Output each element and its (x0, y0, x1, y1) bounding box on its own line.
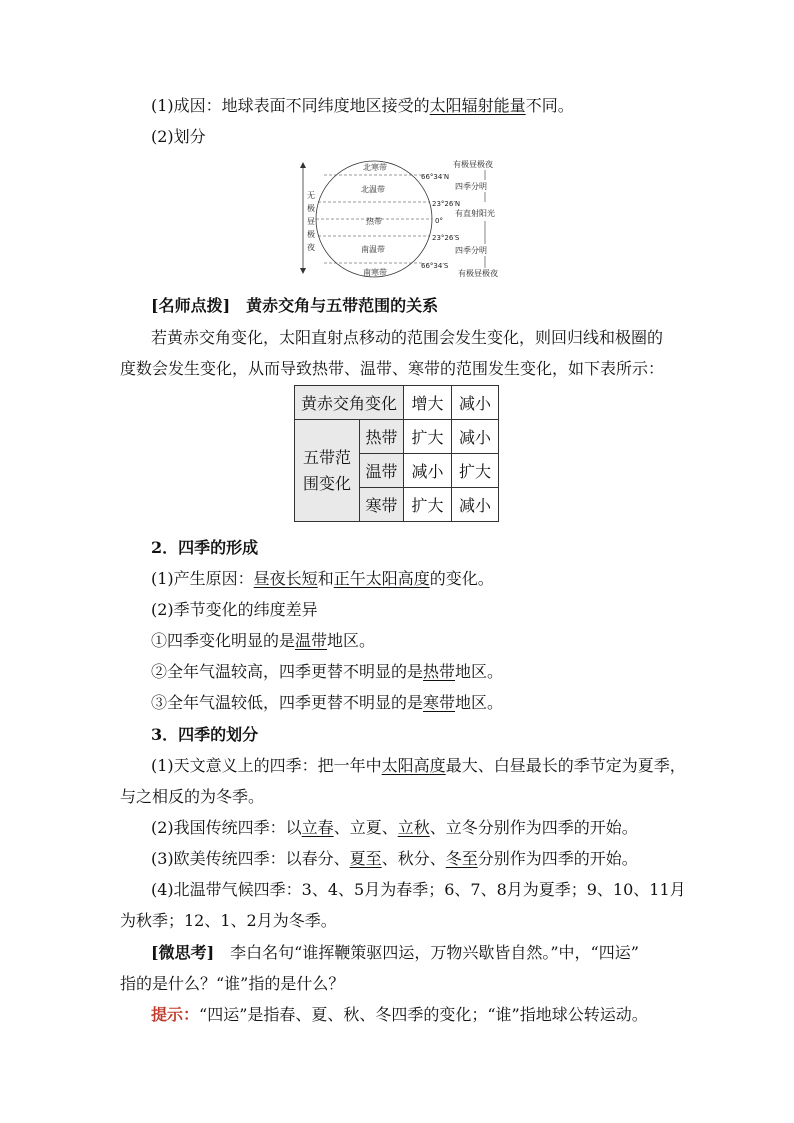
five-zones-diagram (293, 158, 528, 282)
s3-term-dongzhi: 冬至 (445, 849, 478, 868)
s3-west-prefix: (3)欧美传统四季：以春分、 (151, 849, 350, 868)
tip-heading (151, 296, 674, 316)
table-header-cell: 增大 (404, 386, 452, 420)
s3-term-sunheight: 太阳高度 (381, 756, 446, 775)
s3-climate-line-1: (4)北温带气候四季：3、4、5月为春季；6、7、8月为夏季；9、10、11月 (151, 880, 686, 899)
five-zones-svg (293, 158, 528, 282)
s2-item-2 (151, 662, 674, 682)
s3-china-mid: 、立夏、 (333, 818, 398, 837)
s3-astro-suffix: 最大、白昼最长的季节定为夏季， (445, 756, 686, 775)
lat-23s: 23°26′S (432, 234, 460, 242)
s3-west-suffix: 分别作为四季的开始。 (477, 849, 638, 868)
s3-astro-prefix: (1)天文意义上的四季：把一年中 (151, 756, 382, 775)
think-text: 李白名句“谁挥鞭策驱四运，万物兴歇皆自然。”中，“四运” (230, 943, 639, 962)
table-cell: 热带 (360, 420, 404, 454)
table-group-cell (295, 420, 360, 522)
s2-item-3-prefix: ③全年气温较低，四季更替不明显的是 (151, 693, 424, 712)
s2-cause-prefix: (1)产生原因： (151, 569, 254, 588)
zone-change-table (294, 385, 499, 522)
answer-tag: 提示： (151, 1005, 200, 1024)
think-tag: [微思考] (151, 943, 215, 962)
s2-term-sunheight: 正午太阳高度 (333, 569, 430, 588)
s3-term-liqiu: 立秋 (397, 818, 430, 837)
s3-china-suffix: 、立冬分别作为四季的开始。 (429, 818, 638, 837)
s3-china-prefix: (2)我国传统四季：以 (151, 818, 302, 837)
phen-south-seasons: 四季分明 (455, 246, 487, 255)
table-row (295, 420, 499, 454)
phen-direct-sun: 有直射阳光 (455, 209, 495, 218)
table-cell: 扩大 (452, 454, 499, 488)
zone-north-temperate: 北温带 (361, 185, 385, 194)
phen-north-seasons: 四季分明 (455, 182, 487, 191)
answer-text: “四运”是指春、夏、秋、冬四季的变化；“谁”指地球公转运动。 (199, 1005, 648, 1024)
tip-text-2: 度数会发生变化，从而导致热带、温带、寒带的范围发生变化，如下表所示： (120, 359, 665, 378)
cause-suffix: 不同。 (525, 96, 574, 115)
cause-line (151, 96, 674, 116)
group-label-1: 五带范 (302, 447, 351, 467)
left-arrow-down (300, 268, 306, 274)
zone-south-frigid: 南寒带 (363, 268, 387, 277)
s2-term-temperate: 温带 (295, 631, 328, 650)
side-label-5: 夜 (307, 243, 315, 252)
s3-west-line (151, 849, 674, 869)
s3-astro-line-1 (151, 756, 686, 776)
s2-item-3 (151, 693, 674, 713)
zone-south-temperate: 南温带 (361, 245, 385, 254)
s2-item-1-prefix: ①四季变化明显的是 (151, 631, 296, 650)
side-label-2: 极 (307, 204, 315, 213)
s3-term-xiazhi: 夏至 (349, 849, 382, 868)
s2-cause-suffix: 的变化。 (429, 569, 494, 588)
lat-23n: 23°26′N (432, 200, 461, 208)
s2-term-frigid: 寒带 (423, 693, 456, 712)
section-3-title: 3．四季的划分 (151, 725, 259, 744)
s2-latitude-line: (2)季节变化的纬度差异 (151, 600, 318, 619)
zone-tropical: 热带 (366, 217, 382, 226)
table-cell: 温带 (360, 454, 404, 488)
group-label-2: 围变化 (302, 473, 351, 493)
s2-item-1-suffix: 地区。 (327, 631, 376, 650)
table-cell: 减小 (452, 488, 499, 522)
s2-item-1 (151, 631, 674, 651)
lat-66s: 66°34′S (421, 262, 449, 270)
s2-cause-mid: 和 (317, 569, 334, 588)
lat-66n: 66°34′N (421, 173, 450, 181)
cause-term: 太阳辐射能量 (429, 96, 526, 115)
answer-line (151, 1005, 674, 1025)
s2-item-3-suffix: 地区。 (455, 693, 504, 712)
s3-astro-line-2: 与之相反的为冬季。 (120, 787, 265, 806)
lat-0: 0° (435, 217, 443, 225)
phen-south-polar: 有极昼极夜 (458, 269, 498, 278)
s3-west-mid: 、秋分、 (381, 849, 446, 868)
tip-tag: [名师点拨] (151, 296, 231, 315)
s2-item-2-suffix: 地区。 (455, 662, 504, 681)
tip-text-1: 若黄赤交角变化，太阳直射点移动的范围会发生变化，则回归线和极圈的 (151, 328, 664, 347)
division-line: (2)划分 (151, 127, 206, 146)
section-2-title: 2．四季的形成 (151, 538, 259, 557)
s3-term-lichun: 立春 (301, 818, 334, 837)
left-arrow-up (300, 162, 306, 168)
table-header-cell: 黄赤交角变化 (295, 386, 404, 420)
s2-term-daylength: 昼夜长短 (253, 569, 318, 588)
tip-title: 黄赤交角与五带范围的关系 (246, 296, 439, 315)
s2-item-2-prefix: ②全年气温较高，四季更替不明显的是 (151, 662, 424, 681)
think-line-2: 指的是什么？“谁”指的是什么？ (120, 974, 345, 993)
phen-north-polar: 有极昼极夜 (453, 160, 493, 169)
cause-text: (1)成因：地球表面不同纬度地区接受的 (151, 96, 430, 115)
zone-north-frigid: 北寒带 (363, 163, 387, 172)
s2-cause-line (151, 569, 674, 589)
s2-term-tropical: 热带 (423, 662, 456, 681)
table-cell: 扩大 (404, 420, 452, 454)
table-cell: 减小 (452, 420, 499, 454)
side-label-3: 昼 (307, 217, 315, 226)
table-cell: 减小 (404, 454, 452, 488)
table-header-row (295, 386, 499, 420)
s3-china-line (151, 818, 674, 838)
s3-climate-line-2: 为秋季；12、1、2月为冬季。 (120, 911, 337, 930)
side-label-1: 无 (307, 191, 315, 200)
think-line-1 (151, 943, 674, 963)
table-cell: 扩大 (404, 488, 452, 522)
side-label-4: 极 (307, 230, 315, 239)
table-header-cell: 减小 (452, 386, 499, 420)
table-cell: 寒带 (360, 488, 404, 522)
